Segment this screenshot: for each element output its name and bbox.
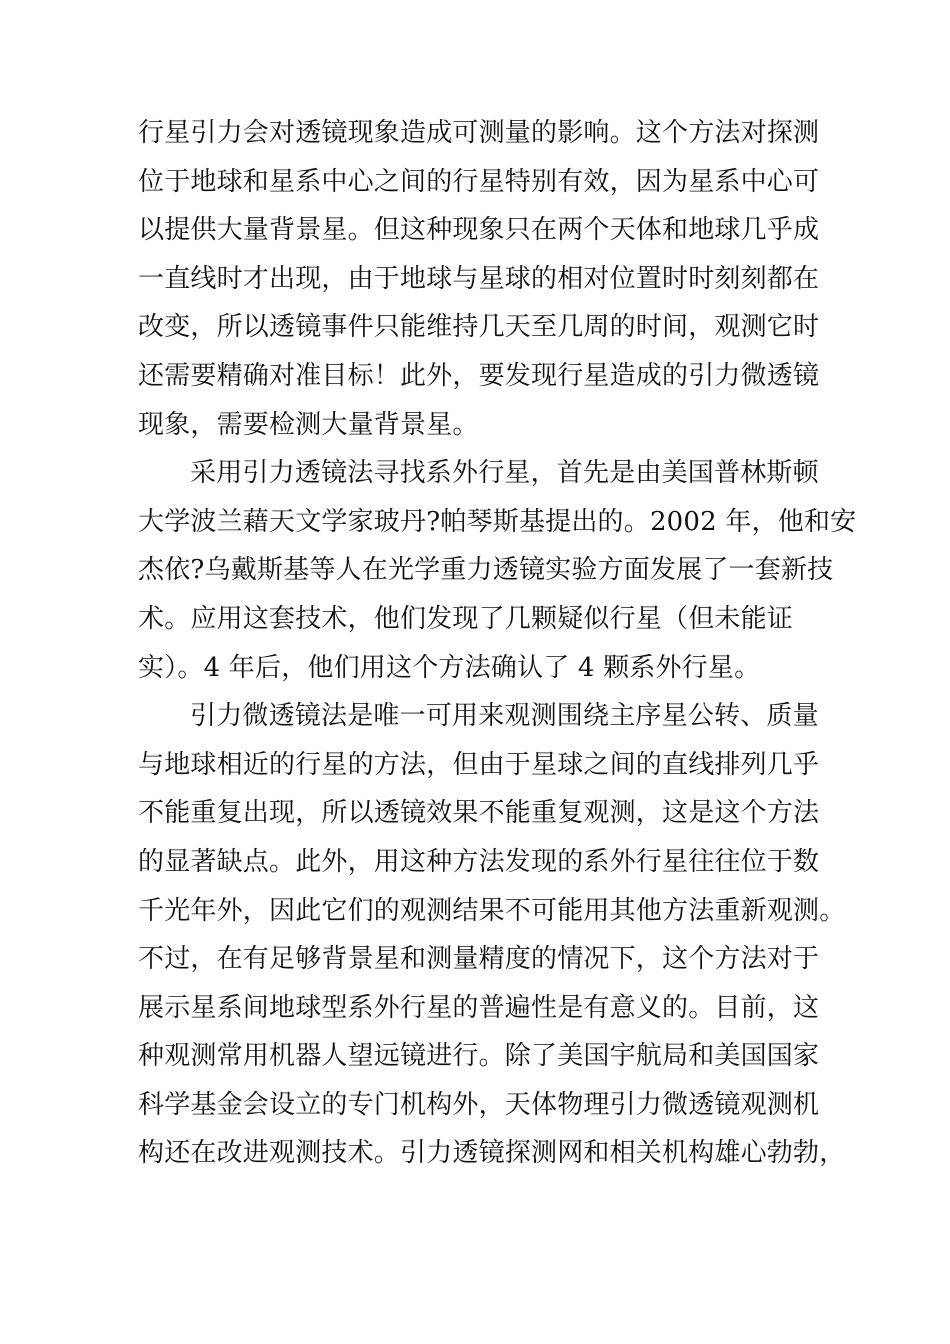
text-line: 采用引力透镜法寻找系外行星，首先是由美国普林斯顿 bbox=[190, 458, 819, 489]
text-line: 展示星系间地球型系外行星的普遍性是有意义的。目前，这 bbox=[138, 992, 820, 1023]
text-line: 与地球相近的行星的方法，但由于星球之间的直线排列几乎 bbox=[138, 749, 820, 780]
text-line: 的显著缺点。此外，用这种方法发现的系外行星往往位于数 bbox=[138, 846, 820, 877]
paragraph-1 bbox=[138, 109, 838, 449]
text-line: 改变，所以透镜事件只能维持几天至几周的时间，观测它时 bbox=[138, 312, 820, 343]
paragraph-3 bbox=[138, 692, 846, 1178]
text-line: 实）。4 年后，他们用这个方法确认了 4 颗系外行星。 bbox=[138, 652, 761, 683]
text-line: 不能重复出现，所以透镜效果不能重复观测，这是这个方法 bbox=[138, 798, 820, 829]
text-line: 杰依?乌戴斯基等人在光学重力透镜实验方面发展了一套新技 bbox=[138, 555, 834, 586]
text-line: 种观测常用机器人望远镜进行。除了美国宇航局和美国国家 bbox=[138, 1041, 820, 1072]
text-line: 大学波兰藉天文学家玻丹?帕琴斯基提出的。2002 年，他和安 bbox=[138, 506, 857, 537]
text-line: 还需要精确对准目标！此外，要发现行星造成的引力微透镜 bbox=[138, 360, 820, 391]
text-line: 位于地球和星系中心之间的行星特别有效，因为星系中心可 bbox=[138, 166, 820, 197]
text-line: 以提供大量背景星。但这种现象只在两个天体和地球几乎成 bbox=[138, 215, 820, 246]
text-line: 现象，需要检测大量背景星。 bbox=[138, 409, 479, 440]
text-line: 引力微透镜法是唯一可用来观测围绕主序星公转、质量 bbox=[190, 701, 819, 732]
document-body bbox=[138, 109, 857, 1178]
text-line: 术。应用这套技术，他们发现了几颗疑似行星（但未能证 bbox=[138, 603, 794, 634]
text-line: 科学基金会设立的专门机构外，天体物理引力微透镜观测机 bbox=[138, 1089, 820, 1120]
text-line: 一直线时才出现，由于地球与星球的相对位置时时刻刻都在 bbox=[138, 263, 820, 294]
text-line: 行星引力会对透镜现象造成可测量的影响。这个方法对探测 bbox=[138, 118, 820, 148]
paragraph-2 bbox=[138, 449, 857, 692]
text-line: 千光年外，因此它们的观测结果不可能用其他方法重新观测。 bbox=[138, 895, 846, 926]
text-line: 不过，在有足够背景星和测量精度的情况下，这个方法对于 bbox=[138, 944, 820, 975]
text-line: 构还在改进观测技术。引力透镜探测网和相关机构雄心勃勃， bbox=[138, 1138, 846, 1169]
